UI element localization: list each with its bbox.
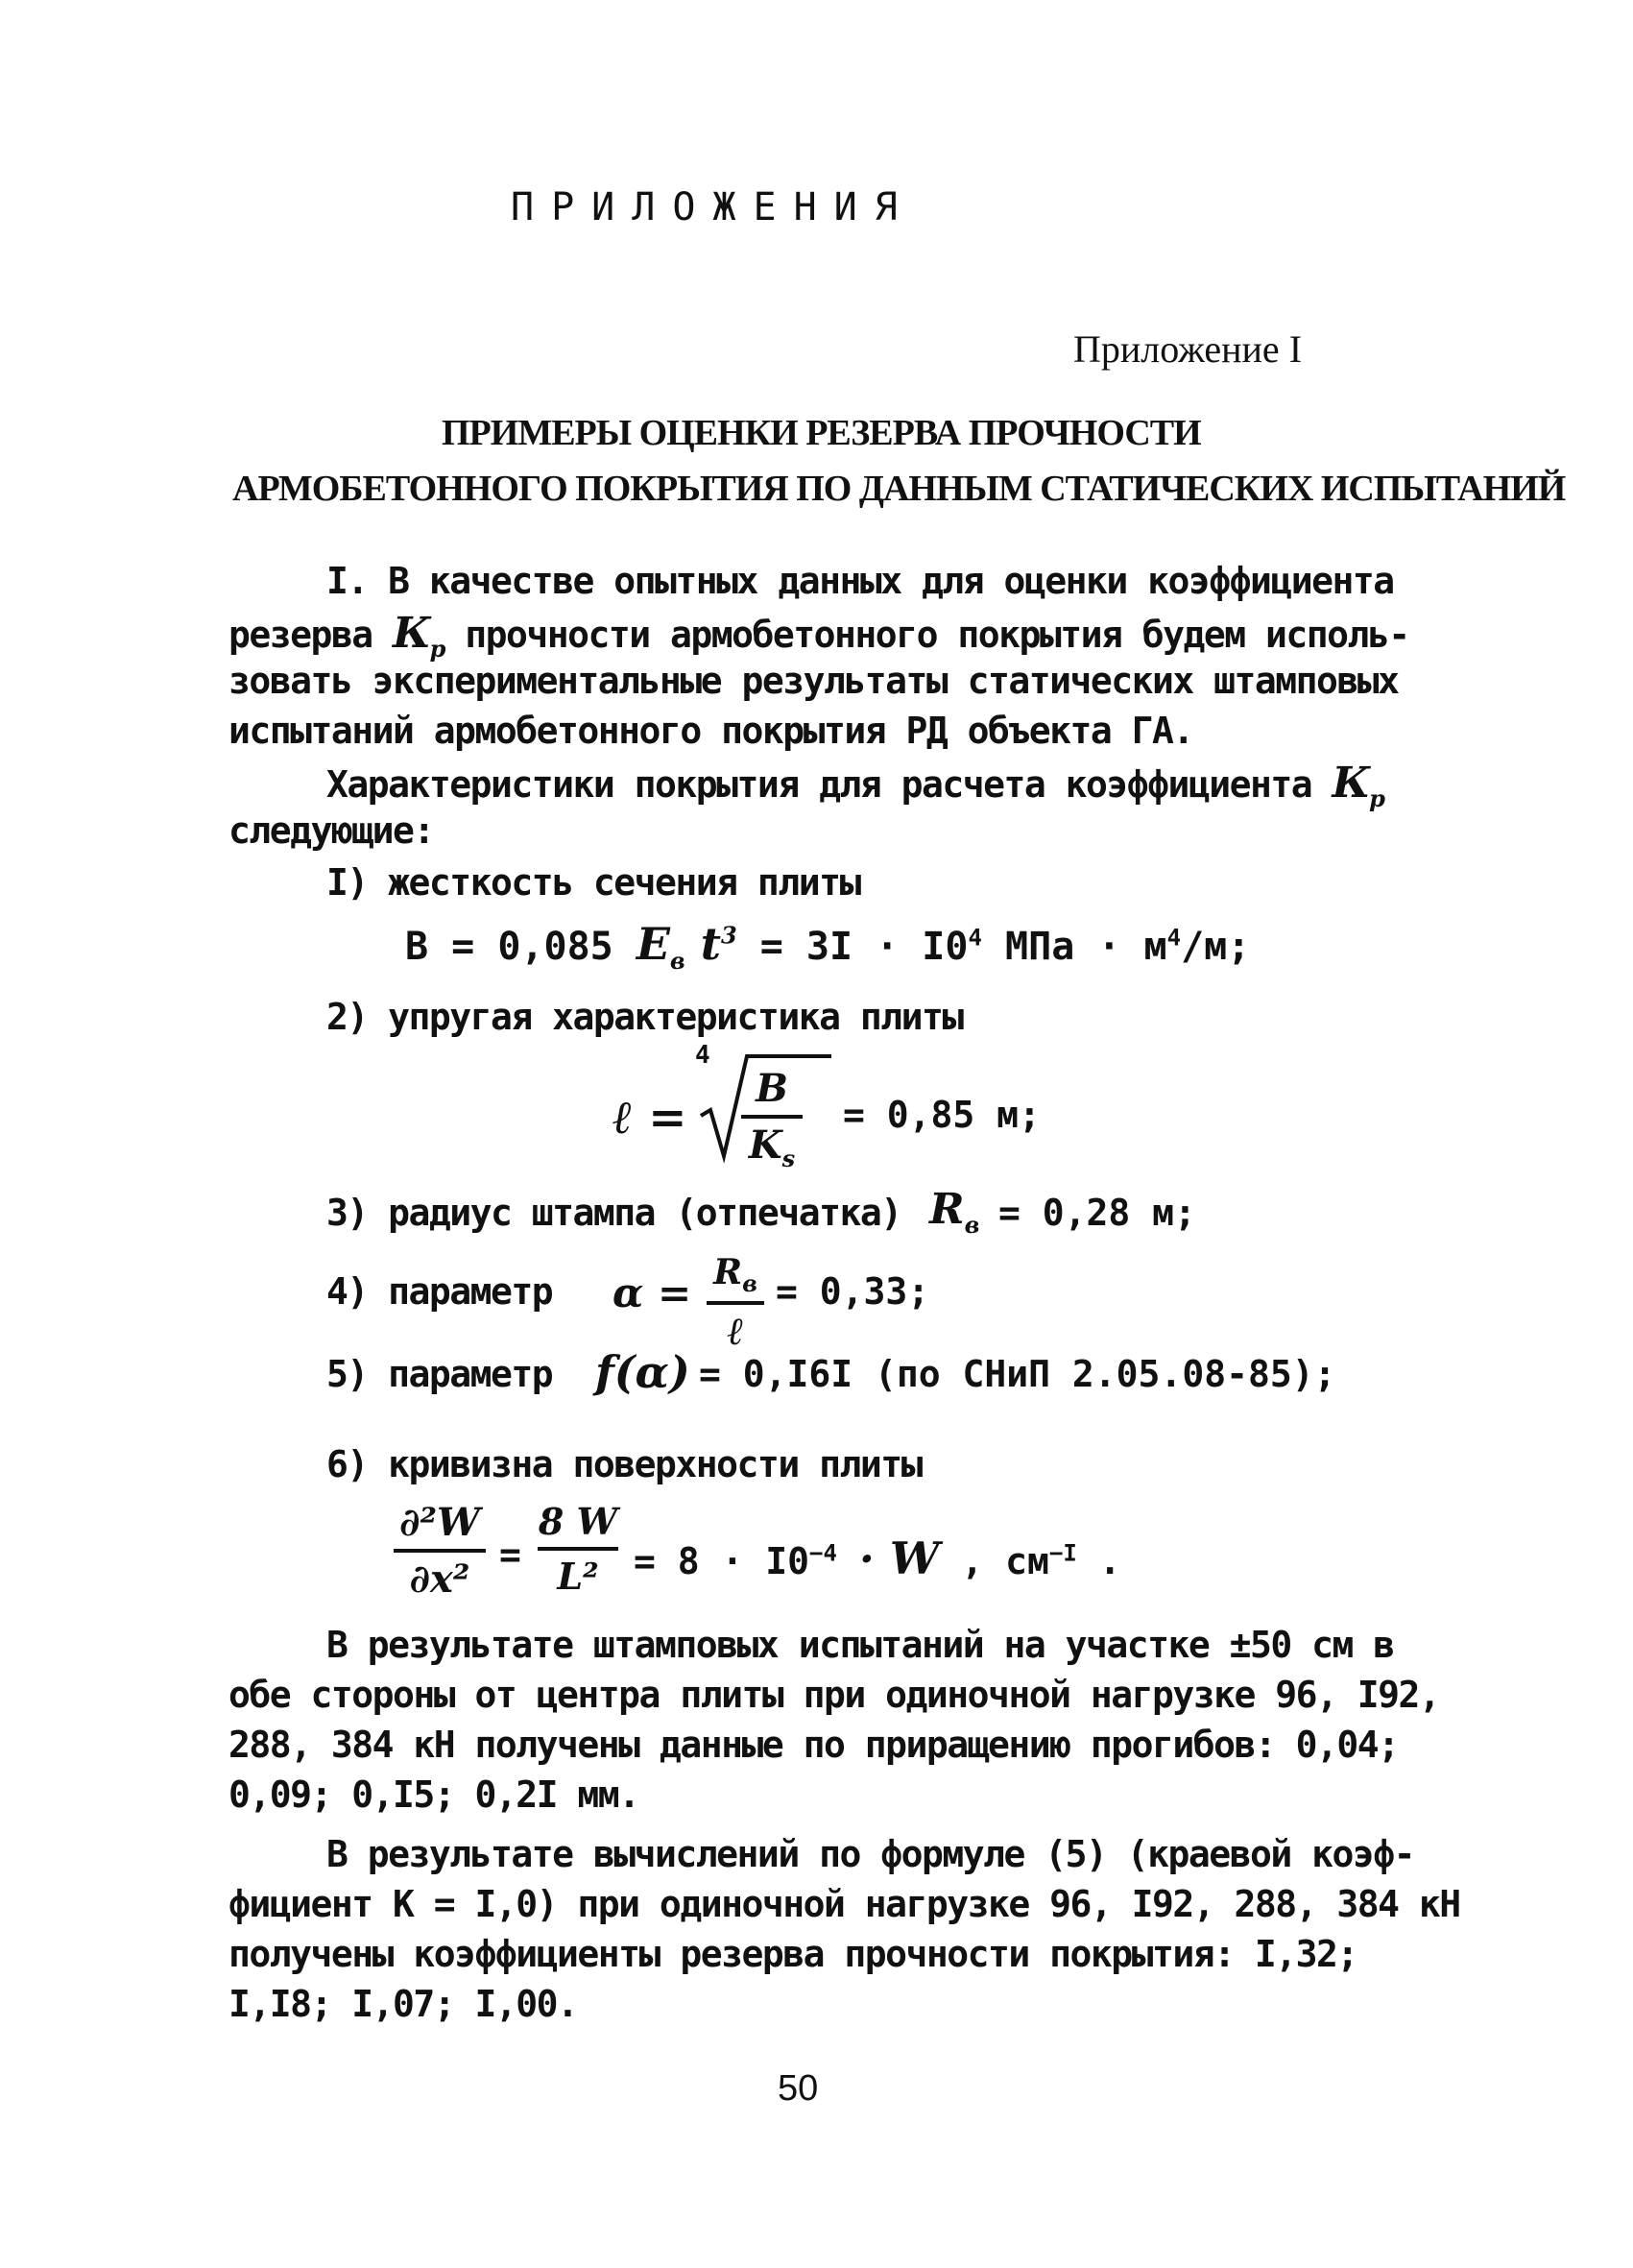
item-3-label: 3) радиус штампа (отпечатка): [326, 1192, 901, 1234]
item-6-numerator-2: 8 W: [538, 1500, 618, 1543]
intro-line-1: I. В качестве опытных данных для оценки коэффициента: [326, 560, 1394, 602]
appendix-label: Приложение I: [1073, 327, 1303, 371]
item-2-root-index: 4: [695, 1041, 710, 1070]
item-5-label: 5) параметр: [326, 1353, 553, 1395]
item-6-fraction-1: [394, 1500, 486, 1602]
item-6-denominator-1: ∂x²: [409, 1556, 470, 1602]
kp-symbol-2: $К_р$: [1332, 759, 1384, 812]
item-6-numerator-1: ∂²W: [399, 1500, 480, 1545]
item-5-value: = 0,I6I (по СНиП 2.05.08-85);: [699, 1353, 1336, 1395]
item-2-l-symbol: ℓ =: [612, 1091, 687, 1145]
item-4-value: = 0,33;: [776, 1270, 930, 1313]
item-4-label: 4) параметр: [326, 1270, 553, 1313]
intro-line-5: [326, 759, 1384, 812]
item-2-value: = 0,85 м;: [843, 1094, 1041, 1136]
item-4-numerator: $R_в$: [713, 1252, 757, 1298]
item-6-label: 6) кривизна поверхности плиты: [326, 1443, 922, 1485]
item-4-alpha: α =: [612, 1269, 692, 1316]
section-heading: ПРИЛОЖЕНИЯ: [511, 185, 915, 229]
item-4-fraction: [707, 1252, 764, 1354]
item-2-label: 2) упругая характеристика плиты: [326, 996, 963, 1038]
item-5-function: f(α): [595, 1346, 690, 1398]
item-3-r-symbol: $R_в$: [929, 1185, 980, 1239]
item-6-equals-1: =: [499, 1533, 521, 1576]
result-1-line-2: обе стороны от центра плиты при одиночной нагрузке 96, I92,: [228, 1674, 1440, 1716]
intro-line-5a: Характеристики покрытия для расчета коэффициента: [326, 763, 1312, 806]
item-4-denominator: ℓ: [727, 1309, 744, 1355]
intro-line-3: зовать экспериментальные результаты статических штамповых: [228, 660, 1399, 702]
item-3-value: = 0,28 м;: [998, 1192, 1196, 1234]
title-line-2: АРМОБЕТОННОГО ПОКРЫТИЯ ПО ДАННЫМ СТАТИЧЕСКИХ ИСПЫТАНИЙ: [232, 469, 1566, 509]
item-2-denominator: $K_s$: [748, 1122, 796, 1172]
item-6-fraction-2: [538, 1500, 618, 1598]
result-2-line-4: I,I8; I,07; I,00.: [228, 1983, 578, 2025]
kp-symbol: $К_р$: [393, 609, 444, 663]
intro-line-2: [228, 609, 1409, 663]
item-2-fraction: [741, 1066, 803, 1172]
title-line-1: ПРИМЕРЫ ОЦЕНКИ РЕЗЕРВА ПРОЧНОСТИ: [442, 413, 1201, 453]
result-1-line-4: 0,09; 0,I5; 0,2I мм.: [228, 1773, 639, 1816]
item-6-denominator-2: L²: [557, 1555, 599, 1598]
result-2-line-3: получены коэффициенты резерва прочности покрытия: I,32;: [228, 1933, 1357, 1975]
item-2-numerator: B: [756, 1066, 788, 1111]
result-2-line-2: фициент К = I,0) при одиночной нагрузке 96, I92, 288, 384 кН: [228, 1883, 1460, 1925]
page-number: 50: [778, 2068, 819, 2109]
item-6-rhs: = $8 \cdot I0^{-4} \cdot W$ , $см^{-I}$ .: [634, 1532, 1121, 1584]
item-1-label: I) жесткость сечения плиты: [326, 861, 860, 904]
intro-line-2b: прочности армобетонного покрытия будем исполь-: [465, 614, 1409, 656]
intro-line-4: испытаний армобетонного покрытия РД объекта ГА.: [228, 710, 1193, 752]
result-1-line-1: В результате штамповых испытаний на участке ±50 см в: [326, 1624, 1394, 1666]
intro-line-6: следующие:: [228, 809, 434, 852]
result-2-line-1: В результате вычислений по формуле (5) (краевой коэф-: [326, 1833, 1415, 1875]
result-1-line-3: 288, 384 кН получены данные по приращению прогибов: 0,04;: [228, 1724, 1399, 1766]
item-1-formula: В = 0,085 $E_в$ $t^3 = 3I \cdot I0^4$ МПа · $м^4/м$;: [405, 918, 1251, 976]
intro-line-2a: резерва: [228, 614, 372, 656]
